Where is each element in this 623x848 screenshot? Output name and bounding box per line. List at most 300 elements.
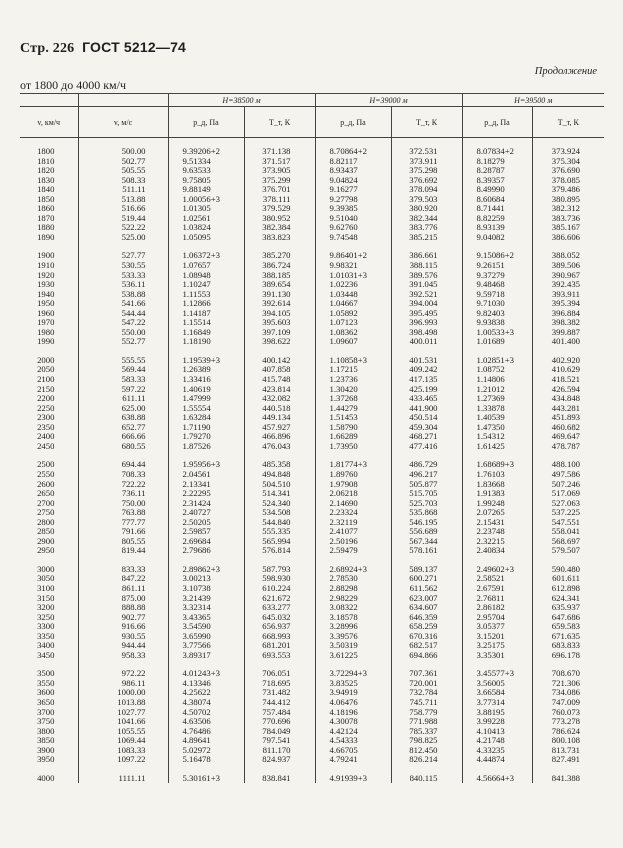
table-cell: 805.55 bbox=[78, 537, 168, 547]
table-cell: 415.748 bbox=[244, 375, 315, 385]
table-cell: 2.89862+3 bbox=[168, 565, 244, 575]
table-cell: 468.271 bbox=[391, 432, 462, 442]
table-cell: 537.225 bbox=[532, 508, 604, 518]
table-cell: 401.400 bbox=[532, 337, 604, 347]
table-cell: 2000 bbox=[37, 354, 55, 365]
table-cell: 1.81774+3 bbox=[315, 460, 391, 470]
table-cell: 3.99228 bbox=[462, 717, 532, 727]
table-cell: 3.43365 bbox=[168, 613, 244, 623]
table-cell: 538.88 bbox=[78, 290, 168, 300]
table-row bbox=[20, 584, 604, 594]
table-row bbox=[20, 365, 604, 375]
table-cell: 449.134 bbox=[244, 413, 315, 423]
table-cell: 1.12866 bbox=[168, 299, 244, 309]
table-cell: 440.518 bbox=[244, 404, 315, 414]
table-cell: 2.32119 bbox=[315, 518, 391, 528]
col-header-speed-kmh: v, км/ч bbox=[20, 107, 78, 138]
table-cell: 847.22 bbox=[78, 574, 168, 584]
table-cell: 2400 bbox=[37, 431, 55, 442]
table-row bbox=[20, 204, 604, 214]
table-cell: 656.937 bbox=[244, 622, 315, 632]
table-cell: 433.465 bbox=[391, 394, 462, 404]
table-cell: 3650 bbox=[37, 696, 55, 707]
table-cell: 8.49990 bbox=[462, 185, 532, 195]
table-cell: 392.521 bbox=[391, 290, 462, 300]
table-row bbox=[20, 404, 604, 414]
table-cell: 8.93139 bbox=[462, 223, 532, 233]
table-cell: 391.130 bbox=[244, 290, 315, 300]
table-cell: 1.83668 bbox=[462, 480, 532, 490]
table-cell: 390.967 bbox=[532, 271, 604, 281]
table-cell: 670.316 bbox=[391, 632, 462, 642]
table-cell: 2.68924+3 bbox=[315, 565, 391, 575]
table-cell: 418.521 bbox=[532, 375, 604, 385]
table-cell: 515.705 bbox=[391, 489, 462, 499]
table-cell: 382.384 bbox=[244, 223, 315, 233]
table-cell: 4.50702 bbox=[168, 708, 244, 718]
table-row bbox=[20, 423, 604, 433]
table-cell: 9.59718 bbox=[462, 290, 532, 300]
table-cell: 8.18279 bbox=[462, 157, 532, 167]
table-cell: 3100 bbox=[37, 582, 55, 593]
table-row bbox=[20, 688, 604, 698]
table-row bbox=[20, 489, 604, 499]
table-cell: 888.88 bbox=[78, 603, 168, 613]
table-cell: 382.344 bbox=[391, 214, 462, 224]
table-cell: 371.517 bbox=[244, 157, 315, 167]
table-cell: 1.33878 bbox=[462, 404, 532, 414]
table-cell: 1.10247 bbox=[168, 280, 244, 290]
table-cell: 745.711 bbox=[391, 698, 462, 708]
table-cell: 1960 bbox=[37, 307, 55, 318]
table-cell: 4.89641 bbox=[168, 736, 244, 746]
table-row bbox=[20, 394, 604, 404]
table-cell: 525.703 bbox=[391, 499, 462, 509]
table-cell: 1097.22 bbox=[78, 755, 168, 765]
table-cell: 708.33 bbox=[78, 470, 168, 480]
table-cell: 4.42124 bbox=[315, 727, 391, 737]
table-cell: 383.823 bbox=[244, 233, 315, 243]
table-cell: 1910 bbox=[37, 260, 55, 271]
table-cell: 9.16277 bbox=[315, 185, 391, 195]
table-row bbox=[20, 356, 604, 366]
table-row bbox=[20, 698, 604, 708]
table-cell: 394.105 bbox=[244, 309, 315, 319]
table-cell: 395.495 bbox=[391, 309, 462, 319]
table-cell: 833.33 bbox=[78, 565, 168, 575]
table-cell: 1.16849 bbox=[168, 328, 244, 338]
table-cell: 379.503 bbox=[391, 195, 462, 205]
table-cell: 1.58790 bbox=[315, 423, 391, 433]
table-cell: 378.111 bbox=[244, 195, 315, 205]
table-cell: 1041.66 bbox=[78, 717, 168, 727]
table-cell: 558.041 bbox=[532, 527, 604, 537]
table-cell: 1000.00 bbox=[78, 688, 168, 698]
table-cell: 2700 bbox=[37, 497, 55, 508]
table-cell: 3000 bbox=[37, 563, 55, 574]
table-cell: 1.02561 bbox=[168, 214, 244, 224]
table-cell: 1860 bbox=[37, 203, 55, 214]
table-cell: 3.21439 bbox=[168, 594, 244, 604]
table-cell: 3.25175 bbox=[462, 641, 532, 651]
table-cell: 1.47999 bbox=[168, 394, 244, 404]
table-cell: 536.11 bbox=[78, 280, 168, 290]
table-cell: 1111.11 bbox=[78, 774, 168, 784]
table-cell: 635.937 bbox=[532, 603, 604, 613]
table-cell: 2.59857 bbox=[168, 527, 244, 537]
table-cell: 758.779 bbox=[391, 708, 462, 718]
table-cell: 1.00056+3 bbox=[168, 195, 244, 205]
table-cell: 555.55 bbox=[78, 356, 168, 366]
table-cell: 1.30420 bbox=[315, 385, 391, 395]
table-cell: 2450 bbox=[37, 440, 55, 451]
table-cell: 747.009 bbox=[532, 698, 604, 708]
altitude-header: H=38500 м bbox=[168, 94, 315, 107]
table-cell: 1.44279 bbox=[315, 404, 391, 414]
table-cell: 827.491 bbox=[532, 755, 604, 765]
table-row bbox=[20, 157, 604, 167]
table-cell: 838.841 bbox=[244, 774, 315, 784]
table-cell: 624.341 bbox=[532, 594, 604, 604]
table-cell: 1.76103 bbox=[462, 470, 532, 480]
table-cell: 720.001 bbox=[391, 679, 462, 689]
table-cell: 681.201 bbox=[244, 641, 315, 651]
table-cell: 2800 bbox=[37, 516, 55, 527]
table-cell: 2350 bbox=[37, 421, 55, 432]
table-cell: 2.23748 bbox=[462, 527, 532, 537]
table-cell: 4.01243+3 bbox=[168, 669, 244, 679]
table-cell: 696.178 bbox=[532, 651, 604, 661]
table-cell: 986.11 bbox=[78, 679, 168, 689]
table-cell: 875.00 bbox=[78, 594, 168, 604]
table-cell: 1.89760 bbox=[315, 470, 391, 480]
table-cell: 2.78530 bbox=[315, 574, 391, 584]
table-cell: 396.884 bbox=[532, 309, 604, 319]
table-cell: 389.506 bbox=[532, 261, 604, 271]
table-cell: 3450 bbox=[37, 649, 55, 660]
table-cell: 9.26151 bbox=[462, 261, 532, 271]
table-cell: 3300 bbox=[37, 621, 55, 632]
table-cell: 944.44 bbox=[78, 641, 168, 651]
speed-range-caption: от 1800 до 4000 км/ч bbox=[20, 78, 126, 92]
table-cell: 718.695 bbox=[244, 679, 315, 689]
table-cell: 432.082 bbox=[244, 394, 315, 404]
table-cell: 1.01031+3 bbox=[315, 271, 391, 281]
table-cell: 777.77 bbox=[78, 518, 168, 528]
table-cell: 1.87526 bbox=[168, 442, 244, 452]
table-cell: 1.01305 bbox=[168, 204, 244, 214]
table-cell: 3.61225 bbox=[315, 651, 391, 661]
table-cell: 1.63284 bbox=[168, 413, 244, 423]
table-cell: 4000 bbox=[37, 772, 55, 783]
table-cell: 1800 bbox=[37, 146, 55, 156]
table-cell: 2.40727 bbox=[168, 508, 244, 518]
table-row bbox=[20, 318, 604, 328]
table-cell: 708.670 bbox=[532, 669, 604, 679]
table-cell: 2.59479 bbox=[315, 546, 391, 556]
table-cell: 2.69684 bbox=[168, 537, 244, 547]
table-cell: 1.40619 bbox=[168, 385, 244, 395]
table-cell: 722.22 bbox=[78, 480, 168, 490]
table-cell: 1880 bbox=[37, 222, 55, 233]
table-cell: 494.848 bbox=[244, 470, 315, 480]
table-cell: 379.529 bbox=[244, 204, 315, 214]
table-cell: 771.988 bbox=[391, 717, 462, 727]
table-cell: 8.82259 bbox=[462, 214, 532, 224]
table-cell: 2.76811 bbox=[462, 594, 532, 604]
col-header-temperature: T_т, К bbox=[244, 107, 315, 138]
table-cell: 3900 bbox=[37, 744, 55, 755]
table-cell: 9.93838 bbox=[462, 318, 532, 328]
table-cell: 400.011 bbox=[391, 337, 462, 347]
table-cell: 3.08322 bbox=[315, 603, 391, 613]
table-cell: 611.11 bbox=[78, 394, 168, 404]
table-cell: 1.66289 bbox=[315, 432, 391, 442]
table-cell: 3700 bbox=[37, 706, 55, 717]
table-cell: 2.67591 bbox=[462, 584, 532, 594]
table-cell: 399.887 bbox=[532, 328, 604, 338]
table-cell: 569.44 bbox=[78, 365, 168, 375]
table-cell: 736.11 bbox=[78, 489, 168, 499]
table-cell: 3750 bbox=[37, 716, 55, 727]
table-cell: 3.18578 bbox=[315, 613, 391, 623]
table-cell: 1970 bbox=[37, 317, 55, 328]
table-cell: 3250 bbox=[37, 611, 55, 622]
table-cell: 612.898 bbox=[532, 584, 604, 594]
table-cell: 694.866 bbox=[391, 651, 462, 661]
table-cell: 409.242 bbox=[391, 365, 462, 375]
table-cell: 378.085 bbox=[532, 176, 604, 186]
table-cell: 507.246 bbox=[532, 480, 604, 490]
table-cell: 1.07657 bbox=[168, 261, 244, 271]
table-cell: 1.91383 bbox=[462, 489, 532, 499]
table-cell: 694.44 bbox=[78, 460, 168, 470]
table-cell: 477.416 bbox=[391, 442, 462, 452]
table-row bbox=[20, 651, 604, 661]
table-cell: 1890 bbox=[37, 231, 55, 242]
table-cell: 372.531 bbox=[391, 147, 462, 157]
table-cell: 386.606 bbox=[532, 233, 604, 243]
table-cell: 488.100 bbox=[532, 460, 604, 470]
table-cell: 9.71030 bbox=[462, 299, 532, 309]
table-cell: 8.82117 bbox=[315, 157, 391, 167]
table-cell: 600.271 bbox=[391, 574, 462, 584]
table-cell: 797.541 bbox=[244, 736, 315, 746]
table-cell: 1.97908 bbox=[315, 480, 391, 490]
continuation-label: Продолжение bbox=[534, 66, 597, 77]
altitude-header: H=39500 м bbox=[462, 94, 604, 107]
table-cell: 1.17215 bbox=[315, 365, 391, 375]
table-cell: 819.44 bbox=[78, 546, 168, 556]
table-cell: 1.27369 bbox=[462, 394, 532, 404]
table-cell: 2.49602+3 bbox=[462, 565, 532, 575]
table-row bbox=[20, 499, 604, 509]
table-cell: 379.486 bbox=[532, 185, 604, 195]
table-cell: 9.63533 bbox=[168, 166, 244, 176]
table-cell: 2050 bbox=[37, 364, 55, 375]
table-cell: 1840 bbox=[37, 184, 55, 195]
table-cell: 457.927 bbox=[244, 423, 315, 433]
col-header-temperature: T_т, К bbox=[532, 107, 604, 138]
table-cell: 1.02851+3 bbox=[462, 356, 532, 366]
table-cell: 5.30161+3 bbox=[168, 774, 244, 784]
table-row bbox=[20, 176, 604, 186]
table-cell: 2.50196 bbox=[315, 537, 391, 547]
table-cell: 9.86401+2 bbox=[315, 251, 391, 261]
table-cell: 811.170 bbox=[244, 746, 315, 756]
table-cell: 1.14806 bbox=[462, 375, 532, 385]
table-cell: 398.498 bbox=[391, 328, 462, 338]
table-cell: 597.22 bbox=[78, 385, 168, 395]
table-cell: 578.161 bbox=[391, 546, 462, 556]
col-header-pressure: p_д, Па bbox=[462, 107, 532, 138]
table-cell: 9.39206+2 bbox=[168, 147, 244, 157]
table-cell: 3150 bbox=[37, 592, 55, 603]
group-spacer bbox=[20, 765, 604, 774]
table-cell: 579.507 bbox=[532, 546, 604, 556]
group-spacer bbox=[20, 660, 604, 669]
table-cell: 3.56005 bbox=[462, 679, 532, 689]
table-cell: 1.71190 bbox=[168, 423, 244, 433]
table-row bbox=[20, 565, 604, 575]
table-row bbox=[20, 632, 604, 642]
table-cell: 590.480 bbox=[532, 565, 604, 575]
table-cell: 8.28787 bbox=[462, 166, 532, 176]
table-cell: 556.689 bbox=[391, 527, 462, 537]
table-cell: 2850 bbox=[37, 526, 55, 537]
table-cell: 392.435 bbox=[532, 280, 604, 290]
table-cell: 4.38074 bbox=[168, 698, 244, 708]
table-row bbox=[20, 755, 604, 765]
table-row bbox=[20, 251, 604, 261]
table-cell: 633.277 bbox=[244, 603, 315, 613]
table-cell: 3.50319 bbox=[315, 641, 391, 651]
table-cell: 610.224 bbox=[244, 584, 315, 594]
table-cell: 2.22295 bbox=[168, 489, 244, 499]
table-row bbox=[20, 147, 604, 157]
table-cell: 2750 bbox=[37, 507, 55, 518]
table-cell: 371.138 bbox=[244, 147, 315, 157]
table-cell: 1069.44 bbox=[78, 736, 168, 746]
table-cell: 668.993 bbox=[244, 632, 315, 642]
table-cell: 8.93437 bbox=[315, 166, 391, 176]
table-cell: 2650 bbox=[37, 488, 55, 499]
table-cell: 394.004 bbox=[391, 299, 462, 309]
table-cell: 3400 bbox=[37, 640, 55, 651]
table-cell: 3.54590 bbox=[168, 622, 244, 632]
table-cell: 441.900 bbox=[391, 404, 462, 414]
table-cell: 1.54312 bbox=[462, 432, 532, 442]
table-cell: 460.682 bbox=[532, 423, 604, 433]
table-cell: 2.88298 bbox=[315, 584, 391, 594]
table-cell: 3.28996 bbox=[315, 622, 391, 632]
table-row bbox=[20, 508, 604, 518]
table-cell: 9.88149 bbox=[168, 185, 244, 195]
table-cell: 373.905 bbox=[244, 166, 315, 176]
table-cell: 1.07123 bbox=[315, 318, 391, 328]
table-row bbox=[20, 613, 604, 623]
table-cell: 4.21748 bbox=[462, 736, 532, 746]
table-row bbox=[20, 328, 604, 338]
table-row bbox=[20, 727, 604, 737]
table-cell: 4.44874 bbox=[462, 755, 532, 765]
table-cell: 2300 bbox=[37, 412, 55, 423]
table-cell: 530.55 bbox=[78, 261, 168, 271]
table-cell: 1920 bbox=[37, 269, 55, 280]
table-cell: 397.109 bbox=[244, 328, 315, 338]
atmosphere-table bbox=[20, 93, 604, 783]
table-cell: 1.11553 bbox=[168, 290, 244, 300]
table-cell: 824.937 bbox=[244, 755, 315, 765]
table-cell: 3200 bbox=[37, 602, 55, 613]
table-cell: 791.66 bbox=[78, 527, 168, 537]
table-cell: 378.094 bbox=[391, 185, 462, 195]
table-cell: 750.00 bbox=[78, 499, 168, 509]
col-header-pressure: p_д, Па bbox=[168, 107, 244, 138]
table-cell: 634.607 bbox=[391, 603, 462, 613]
table-row bbox=[20, 261, 604, 271]
table-cell: 587.793 bbox=[244, 565, 315, 575]
table-cell: 533.33 bbox=[78, 271, 168, 281]
table-cell: 407.858 bbox=[244, 365, 315, 375]
table-cell: 2.32215 bbox=[462, 537, 532, 547]
table-cell: 375.304 bbox=[532, 157, 604, 167]
table-body bbox=[20, 138, 604, 784]
table-cell: 375.298 bbox=[391, 166, 462, 176]
table-cell: 3.66584 bbox=[462, 688, 532, 698]
table-cell: 4.91939+3 bbox=[315, 774, 391, 784]
table-row bbox=[20, 432, 604, 442]
table-row bbox=[20, 233, 604, 243]
table-cell: 798.825 bbox=[391, 736, 462, 746]
table-cell: 671.635 bbox=[532, 632, 604, 642]
table-cell: 3500 bbox=[37, 668, 55, 679]
table-cell: 375.299 bbox=[244, 176, 315, 186]
table-cell: 4.30078 bbox=[315, 717, 391, 727]
table-cell: 3.89317 bbox=[168, 651, 244, 661]
table-cell: 383.776 bbox=[391, 223, 462, 233]
table-cell: 478.787 bbox=[532, 442, 604, 452]
table-row bbox=[20, 290, 604, 300]
table-cell: 1.18190 bbox=[168, 337, 244, 347]
table-cell: 508.33 bbox=[78, 176, 168, 186]
table-cell: 380.952 bbox=[244, 214, 315, 224]
table-row bbox=[20, 166, 604, 176]
table-cell: 1.19539+3 bbox=[168, 356, 244, 366]
table-cell: 3.77314 bbox=[462, 698, 532, 708]
table-cell: 812.450 bbox=[391, 746, 462, 756]
table-cell: 4.66705 bbox=[315, 746, 391, 756]
table-row bbox=[20, 214, 604, 224]
page-header bbox=[20, 39, 186, 57]
table-cell: 576.814 bbox=[244, 546, 315, 556]
table-cell: 2.07265 bbox=[462, 508, 532, 518]
table-cell: 401.531 bbox=[391, 356, 462, 366]
table-cell: 522.22 bbox=[78, 223, 168, 233]
table-cell: 9.04082 bbox=[462, 233, 532, 243]
table-cell: 773.278 bbox=[532, 717, 604, 727]
standard-id: ГОСТ 5212—74 bbox=[82, 39, 187, 55]
table-cell: 514.341 bbox=[244, 489, 315, 499]
table-row bbox=[20, 774, 604, 784]
table-cell: 760.073 bbox=[532, 708, 604, 718]
table-cell: 9.15086+2 bbox=[462, 251, 532, 261]
data-table bbox=[20, 93, 604, 783]
table-cell: 4.06476 bbox=[315, 698, 391, 708]
table-cell: 770.696 bbox=[244, 717, 315, 727]
table-cell: 547.22 bbox=[78, 318, 168, 328]
table-cell: 383.736 bbox=[532, 214, 604, 224]
